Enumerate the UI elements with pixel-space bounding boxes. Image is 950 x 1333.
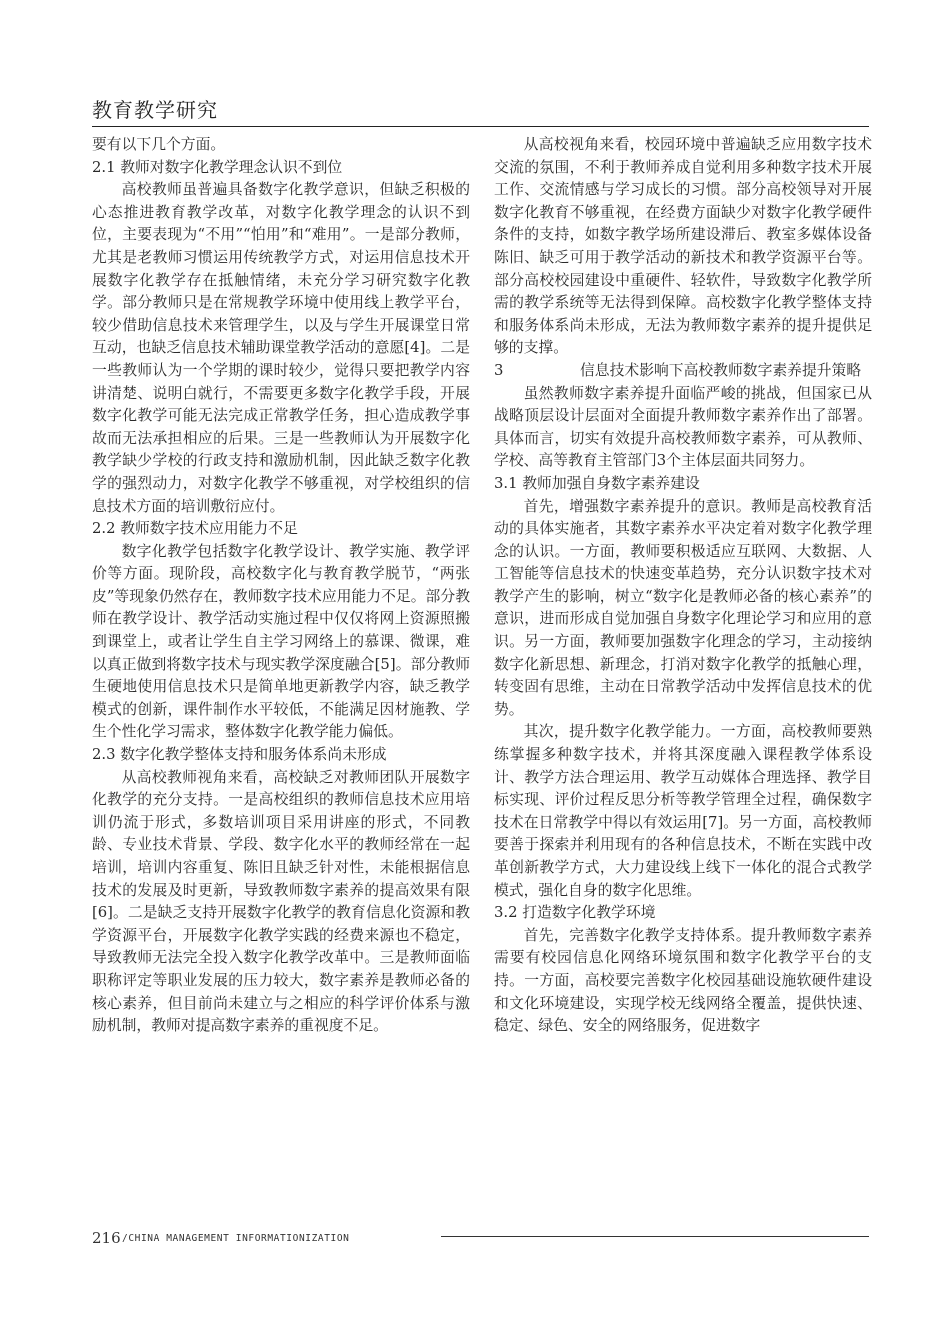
section-heading-3: [494, 360, 872, 383]
paragraph-2-3-cont: 从高校视角来看，校园环境中普遍缺乏应用数字技术交流的氛围，不利于教师养成自觉利用多种数字技术开展工作、交流情感与学习成长的习惯。部分高校领导对开展数字化教育不够重视，在经费方面缺少对数字化教学硬件条件的支持，如数字教学场所建设滞后、教室多媒体设备陈旧、缺乏可用于教学活动的新技术和教学资源平台等。部分高校校园建设中重硬件、轻软件，导致数字化教学所需的教学系统等无法得到保障。高校数字化教学整体支持和服务体系尚未形成，无法为教师数字素养的提升提供足够的支撑。: [494, 136, 872, 357]
section-number-3: 3: [494, 361, 504, 379]
paragraph-intro-tail: 要有以下几个方面。: [92, 136, 226, 153]
section-heading-2-3: 2.3 数字化教学整体支持和服务体系尚未形成: [92, 746, 387, 764]
paragraph-3-intro: 虽然教师数字素养提升面临严峻的挑战，但国家已从战略顶层设计层面对全面提升教师数字素养作出了部署。具体而言，切实有效提升高校教师数字素养，可从教师、学校、高等教育主管部门3个主体层面共同努力。: [494, 384, 872, 470]
footer-rule: [441, 1236, 869, 1237]
left-column: [92, 134, 470, 1038]
section-header-title: 教育教学研究: [92, 98, 218, 122]
paragraph-3-2: 首先，完善数字化教学支持体系。提升教师数字素养需要有校园信息化网络环境氛围和数字化教学平台的支持。一方面，高校要完善数字化校园基础设施软硬件建设和文化环境建设，实现学校无线网络全覆盖，提供快速、稳定、绿色、安全的网络服务，促进数字: [494, 926, 872, 1035]
paragraph-2-2: 数字化教学包括数字化教学设计、教学实施、教学评价等方面。现阶段，高校数字化与教育教学脱节，“两张皮”等现象仍然存在，教师数字技术应用能力不足。部分教师在教学设计、教学活动实施过程中仅仅将网上资源照搬到课堂上，或者让学生自主学习网络上的慕课、微课，难以真正做到将数字技术与现实教学深度融合[5]。部分教师生硬地使用信息技术只是简单地更新教学内容，缺乏教学模式的创新，课件制作水平较低，不能满足因材施教、学生个性化学习需求，整体数字化教学能力偏低。: [92, 542, 470, 741]
paragraph-2-1: 高校教师虽普遍具备数字化教学意识，但缺乏积极的心态推进教育教学改革，对数字化教学理念的认识不到位，主要表现为“不用”“怕用”和“难用”。一是部分教师，尤其是老教师习惯运用传统教学方式，对运用信息技术开展数字化教学存在抵触情绪，未充分学习研究数字化教学。部分教师只是在常规教学环境中使用线上教学平台，较少借助信息技术来管理学生，以及与学生开展课堂日常互动，也缺乏信息技术辅助课堂教学活动的意愿[4]。二是一些教师认为一个学期的课时较少，觉得只要把教学内容讲清楚、说明白就行，不需要更多数字化教学手段，开展数字化教学可能无法完成正常教学任务，担心造成教学事故而无法承担相应的后果。三是一些教师认为开展数字化教学缺少学校的行政支持和激励机制，因此缺乏数字化教学的强烈动力，对数字化教学不够重视，对学校组织的信息技术方面的培训敷衍应付。: [92, 181, 470, 515]
journal-name: /CHINA MANAGEMENT INFORMATIONIZATION: [122, 1233, 350, 1244]
section-title-3: 信息技术影响下高校教师数字素养提升策略: [580, 361, 862, 379]
section-heading-3-2: 3.2 打造数字化教学环境: [494, 904, 656, 922]
section-heading-3-1: 3.1 教师加强自身数字素养建设: [494, 474, 700, 492]
section-heading-2-2: 2.2 教师数字技术应用能力不足: [92, 520, 298, 538]
page-number: 216: [92, 1229, 121, 1247]
paragraph-3-1-b: 其次，提升数字化教学能力。一方面，高校教师要熟练掌握多种数字技术，并将其深度融入课程教学体系设计、教学方法合理运用、教学互动媒体合理选择、教学目标实现、评价过程反思分析等教学管理全过程，确保数字技术在日常教学中得以有效运用[7]。另一方面，高校教师要善于探索并利用现有的各种信息技术，不断在实践中改革创新教学方式，大力建设线上线下一体化的混合式教学模式，强化自身的数字化思维。: [494, 723, 872, 899]
paragraph-3-1-a: 首先，增强数字素养提升的意识。教师是高校教育活动的具体实施者，其数字素养水平决定着对数字化教学理念的认识。一方面，教师要积极适应互联网、大数据、人工智能等信息技术的快速变革趋势，充分认识数字技术对教学产生的影响，树立“数字化是教师必备的核心素养”的意识，进而形成自觉加强自身数字化理论学习和应用的意识。另一方面，教师要加强数字化理念的学习，主动接纳数字化新思想、新理念，打消对数字化教学的抵触心理，转变固有思维，主动在日常教学活动中发挥信息技术的优势。: [494, 497, 872, 718]
paragraph-2-3: 从高校教师视角来看，高校缺乏对教师团队开展数字化教学的充分支持。一是高校组织的教师信息技术应用培训仍流于形式，多数培训项目采用讲座的形式，不同教龄、专业技术背景、学段、数字化水平的教师经常在一起培训，培训内容重复、陈旧且缺乏针对性，未能根据信息技术的发展及时更新，导致教师数字素养的提高效果有限[6]。二是缺乏支持开展数字化教学的教育信息化资源和教学资源平台，开展数字化教学实践的经费来源也不稳定，导致教师无法完全投入数字化教学改革中。三是教师面临职称评定等职业发展的压力较大，数字素养是教师必备的核心素养，但目前尚未建立与之相应的科学评价体系与激励机制，教师对提高数字素养的重视度不足。: [92, 768, 470, 1035]
header-rule: [92, 126, 869, 127]
right-column: [494, 134, 872, 1038]
section-heading-2-1: 2.1 教师对数字化教学理念认识不到位: [92, 158, 343, 176]
